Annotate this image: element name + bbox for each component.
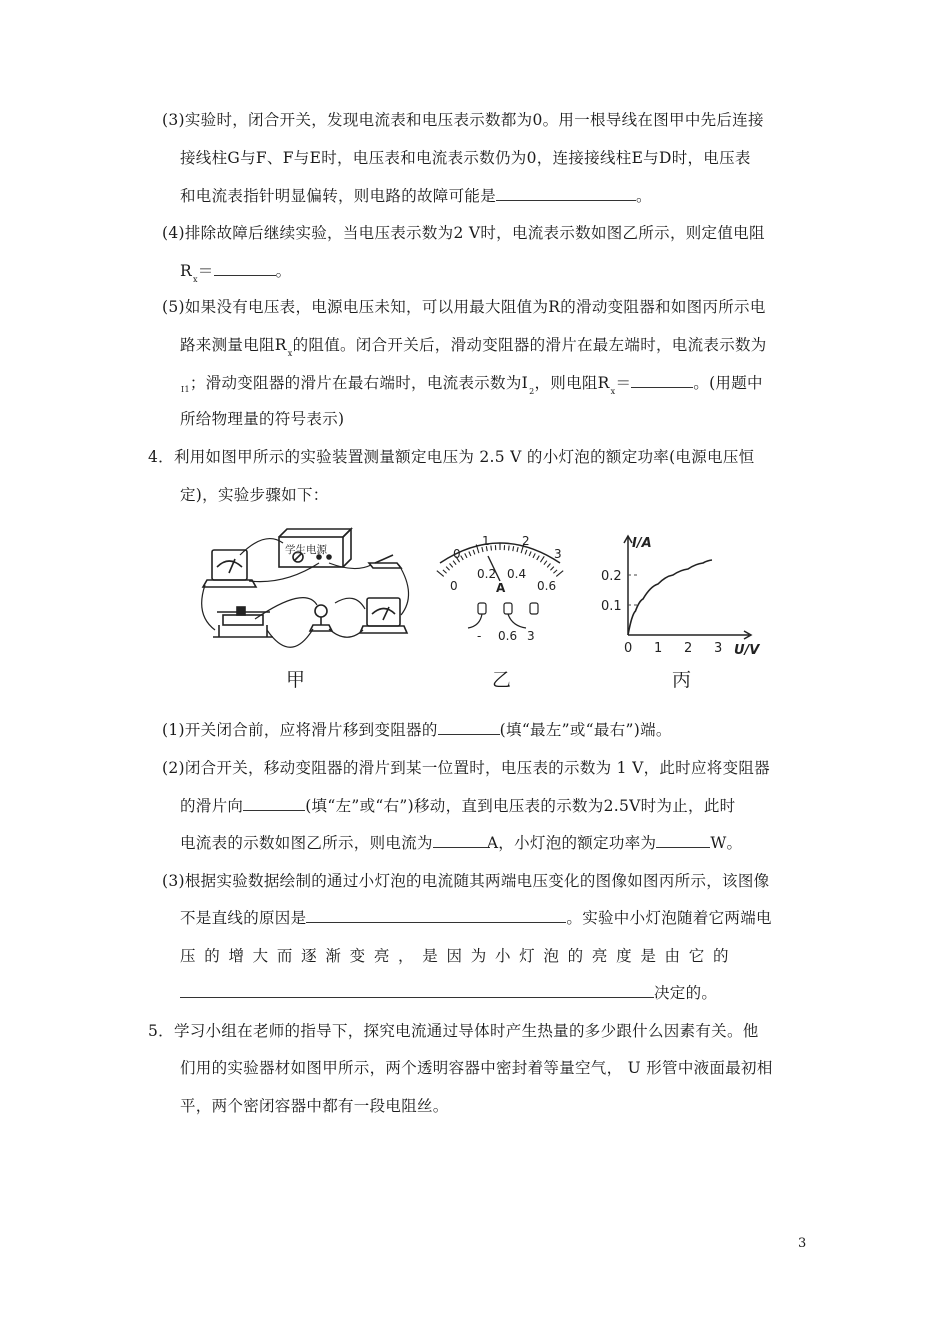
q4-part3-text-a: 不是直线的原因是: [180, 909, 307, 927]
dial-bottom-tick: 0.6: [537, 579, 557, 593]
terminal-label: 3: [527, 629, 535, 643]
q3-part5-text-c: ；滑动变阻器的滑片在最右端时，电流表示数为I: [189, 374, 529, 392]
q3-part5-line1: (5)如果没有电压表，电源电压未知，可以用最大阻值为R的滑动变阻器和如图丙所示电: [162, 298, 766, 316]
q4-part3-line3: 压 的 增 大 而 逐 渐 变 亮 ， 是 因 为 小 灯 泡 的 亮 度 是 由 它 的: [180, 947, 731, 965]
caption-yi: 乙: [492, 669, 512, 691]
q4-part1-blank[interactable]: [438, 720, 500, 735]
dial-tick-mark: [517, 547, 518, 552]
q3-part5-line2: [180, 335, 767, 358]
q3-part5-text-b: 的阻值。闭合开关后，滑动变阻器的滑片在最左端时，电流表示数为: [292, 336, 767, 354]
dial-tick-mark: [461, 556, 464, 560]
x-axis-label: U/V: [734, 643, 760, 658]
y-axis-label: I/A: [632, 536, 652, 551]
q3-part5-text-d: ，则电阻R: [534, 374, 610, 392]
iu-curve: [628, 560, 712, 635]
rheostat: [223, 615, 263, 625]
q3-part3-line2: 接线柱G与F、F与E时，电压表和电流表示数仍为0，连接接线柱E与D时，电压表: [180, 149, 751, 167]
terminal-post: [504, 603, 512, 614]
ammeter-unit: A: [496, 581, 506, 595]
dial-tick-mark: [509, 546, 510, 551]
q4-stem-line1: 4．利用如图甲所示的实验装置测量额定电压为 2.5 V 的小灯泡的额定功率(电源电压恒: [148, 448, 755, 466]
figure-bing-iu-graph: [590, 525, 765, 660]
terminal-label: -: [477, 629, 482, 643]
y-tick-label: 0.2: [601, 569, 622, 584]
dial-tick-mark: [553, 570, 557, 573]
q5-line1: 5．学习小组在老师的指导下，探究电流通过导体时产生热量的多少跟什么因素有关。他: [148, 1022, 759, 1040]
q4-part3-line4: [180, 983, 717, 1003]
voltmeter-left: [212, 550, 247, 580]
q4-part3-blank-reason[interactable]: [306, 908, 566, 923]
q4-part2-blank-power[interactable]: [656, 833, 710, 848]
dial-top-tick: 2: [522, 534, 530, 548]
dial-top-tick: 0: [453, 547, 461, 561]
q3-part5-line4: 所给物理量的符号表示): [180, 410, 345, 428]
dial-tick-mark: [437, 571, 444, 577]
figure-yi-ammeter: [430, 528, 570, 648]
dial-tick-mark: [513, 546, 514, 551]
x-tick-label: 0: [624, 641, 633, 656]
q3-part4-end: 。: [275, 262, 292, 280]
q4-part1: [162, 720, 672, 740]
figure-jia-circuit: [195, 525, 420, 695]
q4-part1-text-a: (1)开关闭合前，应将滑片移到变阻器的: [162, 721, 438, 739]
i2-subscript: 2: [529, 387, 535, 396]
x-tick-label: 2: [684, 641, 693, 656]
caption-jia: 甲: [286, 669, 306, 691]
q4-part2-line3: [180, 833, 742, 853]
rx-subscript: x: [287, 349, 293, 358]
q4-part2-line2: [180, 796, 735, 816]
equals-sign: ＝: [615, 374, 632, 392]
dial-tick-mark: [544, 561, 547, 565]
dial-tick-mark: [540, 556, 544, 562]
q5-line2: 们用的实验器材如图甲所示，两个透明容器中密封着等量空气， U 形管中液面最初相: [180, 1059, 773, 1077]
dial-tick-mark: [529, 551, 531, 556]
dial-bottom-tick: 0.4: [507, 567, 527, 581]
equals-sign: ＝: [197, 262, 214, 280]
rx-subscript: x: [192, 275, 198, 284]
dial-tick-mark: [550, 567, 553, 571]
q4-part2-text-a: 的滑片向: [180, 797, 244, 815]
terminal-post: [530, 603, 538, 614]
q4-part2-text-b: (填“左”或“右”)移动，直到电压表的示数为2.5V时为止，此时: [305, 797, 736, 815]
dial-tick-mark: [453, 561, 456, 565]
rx-subscript: x: [610, 387, 616, 396]
caption-bing: 丙: [672, 669, 692, 691]
q3-part3-line1: (3)实验时，闭合开关，发现电流表和电压表示数都为0。用一根导线在图甲中先后连接: [162, 111, 764, 129]
dial-tick-mark: [556, 571, 563, 577]
q3-part5-text-e: 。(用题中: [693, 374, 763, 392]
q3-part5-line3: [180, 373, 763, 396]
dial-tick-mark: [446, 567, 449, 571]
q4-part2-line1: (2)闭合开关，移动变阻器的滑片到某一位置时，电压表的示数为 1 V，此时应将变阻器: [162, 759, 770, 777]
dial-tick-mark: [525, 550, 527, 555]
q4-part2-blank-direction[interactable]: [243, 796, 305, 811]
terminal-post: [478, 603, 486, 614]
dial-bottom-tick: 0: [450, 579, 458, 593]
dial-tick-mark: [537, 556, 540, 560]
q5-line3: 平，两个密闭容器中都有一段电阻丝。: [180, 1097, 449, 1115]
q3-part3-blank[interactable]: [496, 186, 636, 201]
dial-tick-mark: [450, 564, 453, 568]
q3-part3-end: 。: [636, 187, 652, 205]
q4-part2-text-c: 电流表的示数如图乙所示，则电流为: [180, 834, 433, 852]
dial-tick-mark: [491, 546, 492, 551]
x-tick-label: 1: [654, 641, 663, 656]
dial-tick-mark: [533, 553, 535, 557]
q4-part2-text-e: W。: [710, 834, 743, 852]
dial-tick-mark: [547, 564, 550, 568]
y-tick-label: 0.1: [601, 599, 622, 614]
q4-part2-blank-current[interactable]: [433, 833, 487, 848]
q4-stem-line2: 定)，实验步骤如下：: [180, 486, 329, 504]
q4-part3-blank-brightness[interactable]: [180, 983, 654, 998]
dial-tick-mark: [465, 553, 467, 557]
q4-part3-text-c: 决定的。: [654, 984, 718, 1002]
ammeter-right: [367, 598, 400, 626]
dial-top-tick: 1: [482, 534, 490, 548]
q4-part3-text-b: 。实验中小灯泡随着它两端电: [566, 909, 772, 927]
rx-symbol: R: [180, 262, 192, 280]
q3-part5-text-a: 路来测量电阻R: [180, 336, 287, 354]
dial-tick-mark: [443, 570, 447, 573]
q4-part2-text-d: A，小灯泡的额定功率为: [486, 834, 657, 852]
q4-part3-line1: (3)根据实验数据绘制的通过小灯泡的电流随其两端电压变化的图像如图丙所示，该图像: [162, 872, 770, 890]
q3-part4-blank[interactable]: [214, 261, 276, 276]
dial-tick-mark: [473, 550, 475, 555]
q3-part4-line2: [180, 261, 291, 284]
dial-top-tick: 3: [554, 547, 562, 561]
i1-symbol: I1: [181, 385, 190, 394]
page-number: 3: [798, 1236, 807, 1251]
q3-part5-blank[interactable]: [631, 373, 693, 388]
q4-part3-line2: [180, 908, 772, 928]
dial-bottom-tick: 0.2: [477, 567, 497, 581]
q4-part1-text-b: (填“最左”或“最右”)端。: [499, 721, 672, 739]
terminal-label: 0.6: [498, 629, 518, 643]
q3-part3-text: 和电流表指针明显偏转，则电路的故障可能是: [180, 187, 497, 205]
power-source-label: 学生电源: [285, 544, 327, 556]
x-tick-label: 3: [714, 641, 723, 656]
q3-part4-line1: (4)排除故障后继续实验，当电压表示数为2 V时，电流表示数如图乙所示，则定值电阻: [162, 224, 765, 242]
lamp: [315, 605, 327, 617]
q3-part3-line3: [180, 186, 652, 206]
dial-tick-mark: [469, 551, 471, 556]
